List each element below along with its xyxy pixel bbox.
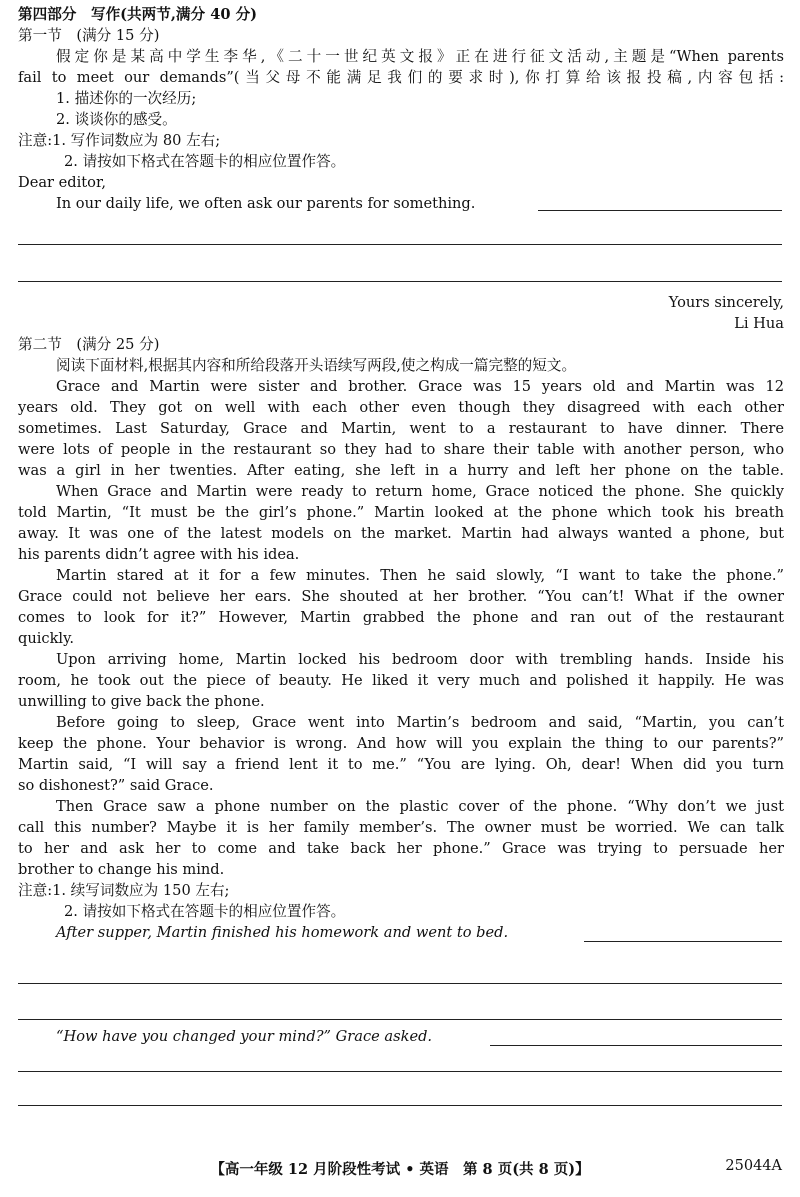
answer-line	[18, 244, 782, 245]
task-line: 假定你是某高中学生李华,《二十一世纪英文报》正在进行征文活动,主题是“When parents	[56, 48, 784, 65]
signature: Li Hua	[734, 315, 784, 332]
story-line: quickly.	[18, 630, 75, 647]
story-line: was a girl in her twenties. After eating, she left in a hurry and left her phone on the table.	[18, 462, 784, 479]
part-title: 第四部分 写作(共两节,满分 40 分)	[18, 6, 258, 23]
note: 2. 请按如下格式在答题卡的相应位置作答。	[64, 903, 346, 920]
answer-line	[18, 1019, 782, 1020]
story-line: his parents didn’t agree with his idea.	[18, 546, 300, 563]
story-line: sometimes. Last Saturday, Grace and Martin, went to a restaurant to have dinner. There	[18, 420, 784, 437]
answer-line	[18, 1071, 782, 1072]
story-line: call this number? Maybe it is her family member’s. The owner must be worried. We can talk	[18, 819, 784, 836]
story-line: years old. They got on well with each other even though they disagreed with each other	[18, 399, 784, 416]
task-item: 1. 描述你的一次经历;	[56, 90, 197, 107]
story-line: keep the phone. Your behavior is wrong. And how will you explain the thing to our parents?”	[18, 735, 784, 752]
story-line: to her and ask her to come and take back her phone.” Grace was trying to persuade her	[18, 840, 784, 857]
story-line: away. It was one of the latest models on the market. Martin had always wanted a phone, but	[18, 525, 784, 542]
story-line: unwilling to give back the phone.	[18, 693, 265, 710]
note: 注意:1. 续写词数应为 150 左右;	[18, 882, 230, 899]
story-line: Upon arriving home, Martin locked his bedroom door with trembling hands. Inside his	[56, 651, 784, 668]
story-line: Before going to sleep, Grace went into Martin’s bedroom and said, “Martin, you can’t	[56, 714, 784, 731]
story-line: Martin stared at it for a few minutes. Then he said slowly, “I want to take the phone.”	[56, 567, 784, 584]
instruction: 阅读下面材料,根据其内容和所给段落开头语续写两段,使之构成一篇完整的短文。	[56, 357, 577, 374]
answer-line	[18, 1105, 782, 1106]
task-item: 2. 谈谈你的感受。	[56, 111, 177, 128]
opening-sentence: In our daily life, we often ask our parents for something.	[56, 195, 476, 212]
story-line: Then Grace saw a phone number on the plastic cover of the phone. “Why don’t we just	[56, 798, 784, 815]
task-line: fail to meet our demands”(当父母不能满足我们的要求时),你打算给该报投稿,内容包括:	[18, 69, 784, 86]
story-line: When Grace and Martin were ready to return home, Grace noticed the phone. She quickly	[56, 483, 784, 500]
answer-line	[490, 1045, 782, 1046]
story-line: comes to look for it?” However, Martin grabbed the phone and ran out of the restaurant	[18, 609, 784, 626]
story-line: brother to change his mind.	[18, 861, 225, 878]
paragraph2-opening: “How have you changed your mind?” Grace asked.	[56, 1028, 433, 1045]
answer-line	[584, 941, 782, 942]
answer-line	[538, 210, 782, 211]
story-line: Martin said, “I will say a friend lent it to me.” “You are lying. Oh, dear! When did you turn	[18, 756, 784, 773]
section2-title: 第二节 (满分 25 分)	[18, 336, 160, 353]
closing: Yours sincerely,	[668, 294, 784, 311]
footer-title: 【高一年级 12 月阶段性考试 • 英语 第 8 页(共 8 页)】	[210, 1161, 590, 1178]
paragraph1-opening: After supper, Martin finished his homework and went to bed.	[56, 924, 509, 941]
salutation: Dear editor,	[18, 174, 106, 191]
story-line: Grace could not believe her ears. She shouted at her brother. “You can’t! What if the owner	[18, 588, 784, 605]
answer-line	[18, 281, 782, 282]
note: 2. 请按如下格式在答题卡的相应位置作答。	[64, 153, 346, 170]
note: 注意:1. 写作词数应为 80 左右;	[18, 132, 221, 149]
story-line: so dishonest?” said Grace.	[18, 777, 214, 794]
story-line: Grace and Martin were sister and brother. Grace was 15 years old and Martin was 12	[56, 378, 784, 395]
story-line: told Martin, “It must be the girl’s phone.” Martin looked at the phone which took his breath	[18, 504, 784, 521]
section1-title: 第一节 (满分 15 分)	[18, 27, 160, 44]
answer-line	[18, 983, 782, 984]
exam-code: 25044A	[725, 1158, 782, 1174]
story-line: were lots of people in the restaurant so they had to share their table with another person, who	[18, 441, 784, 458]
story-line: room, he took out the piece of beauty. He liked it very much and polished it happily. He was	[18, 672, 784, 689]
